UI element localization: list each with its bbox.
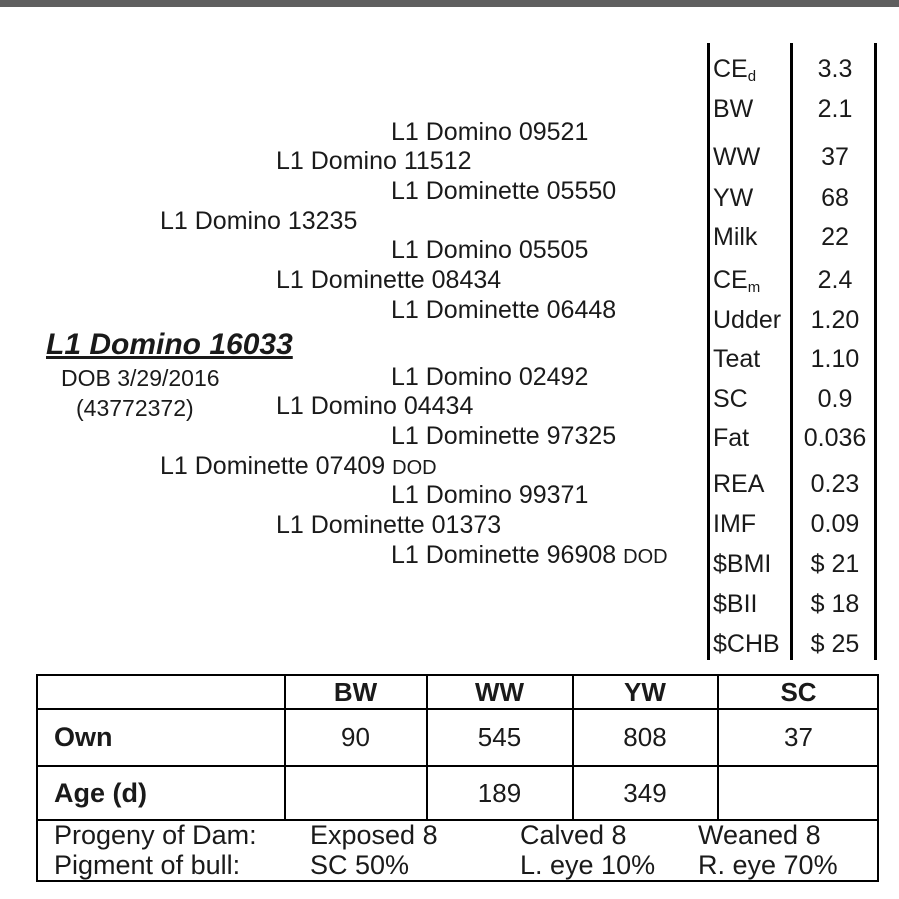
animal-name: L1 Domino 16033 (46, 328, 293, 361)
epd-label (713, 142, 760, 172)
epd-label (713, 423, 749, 453)
epd-value: 2.4 (817, 266, 853, 294)
age-yw: 349 (623, 778, 667, 808)
epd-label-text: REA (713, 470, 765, 498)
epd-value: 0.23 (810, 470, 860, 498)
epd-label-text: BW (713, 95, 754, 123)
epd-label (713, 344, 760, 374)
epd-label (713, 549, 771, 579)
epd-value: 1.10 (810, 345, 860, 373)
pedigree-sire: L1 Domino 13235 (160, 207, 358, 235)
epd-label (713, 469, 764, 499)
epd-label-text: CE (713, 266, 748, 294)
pedigree-dds: L1 Domino 99371 (391, 481, 589, 509)
epd-value: 0.036 (803, 424, 867, 452)
pigment-right-eye: R. eye 70% (698, 850, 838, 880)
epd-value: $ 25 (810, 630, 860, 658)
epd-label-text: $BMI (713, 550, 772, 578)
epd-value: 22 (821, 223, 849, 251)
epd-label (713, 629, 780, 659)
epd-value: $ 18 (810, 590, 860, 618)
age-row-label: Age (d) (54, 778, 147, 808)
pedigree-sd: L1 Dominette 08434 (276, 266, 502, 294)
pedigree-dd: L1 Dominette 01373 (276, 511, 502, 539)
epd-label-text: SC (713, 385, 748, 413)
pedigree-ddd (391, 540, 668, 572)
animal-registration: (43772372) (76, 395, 194, 421)
pigment-left-eye: L. eye 10% (520, 850, 656, 880)
epd-label-text: CE (713, 55, 748, 83)
top-rule (0, 0, 899, 7)
pigment-label: Pigment of bull: (54, 850, 241, 880)
epd-label-subscript: d (747, 68, 757, 85)
progeny-weaned: Weaned 8 (698, 820, 821, 850)
pedigree-ds: L1 Domino 04434 (276, 392, 474, 420)
animal-dob: DOB 3/29/2016 (61, 365, 220, 391)
pedigree-sds: L1 Domino 05505 (391, 236, 589, 264)
epd-label-text: $CHB (713, 630, 780, 658)
ddd-dod-badge: DOD (623, 546, 668, 568)
header-yw: YW (624, 677, 666, 707)
epd-divider-right (874, 43, 877, 660)
epd-label-text: WW (713, 143, 761, 171)
dam-dod-badge: DOD (392, 457, 437, 479)
epd-label-text: IMF (713, 510, 757, 538)
pedigree-ss: L1 Domino 11512 (276, 147, 472, 175)
epd-value: 2.1 (817, 95, 853, 123)
epd-value: $ 21 (810, 550, 860, 578)
own-yw: 808 (623, 722, 667, 752)
epd-label-text: Teat (713, 345, 761, 373)
epd-divider-left (707, 43, 710, 660)
epd-label-text: $BII (713, 590, 758, 618)
epd-label (713, 54, 756, 84)
epd-label (713, 509, 756, 539)
epd-value: 3.3 (817, 55, 853, 83)
pedigree-dam (160, 451, 437, 483)
epd-label (713, 384, 748, 414)
pedigree-dss: L1 Domino 02492 (391, 363, 589, 391)
progeny-calved: Calved 8 (520, 820, 627, 850)
epd-label (713, 222, 757, 252)
progeny-exposed: Exposed 8 (310, 820, 438, 850)
epd-value: 0.9 (817, 385, 853, 413)
pedigree-sdd: L1 Dominette 06448 (391, 296, 617, 324)
epd-label-text: Milk (713, 223, 758, 251)
header-ww: WW (474, 677, 525, 707)
pedigree-ssd: L1 Dominette 05550 (391, 177, 617, 205)
pedigree-dam-name: L1 Dominette 07409 (160, 452, 386, 480)
header-sc: SC (780, 677, 817, 707)
own-bw: 90 (341, 722, 370, 752)
pedigree-sss: L1 Domino 09521 (391, 118, 589, 146)
pigment-sc: SC 50% (310, 850, 410, 880)
epd-label (713, 305, 781, 335)
epd-label (713, 589, 757, 619)
performance-table (36, 674, 879, 882)
epd-label-text: Fat (713, 424, 750, 452)
epd-value: 1.20 (810, 306, 860, 334)
epd-value: 0.09 (810, 510, 860, 538)
epd-label-subscript: m (747, 279, 761, 296)
age-ww: 189 (477, 778, 522, 808)
epd-label (713, 94, 753, 124)
own-ww: 545 (477, 722, 522, 752)
own-sc: 37 (784, 722, 813, 752)
epd-label (713, 183, 753, 213)
epd-value: 68 (821, 184, 849, 212)
progeny-label: Progeny of Dam: (54, 820, 257, 850)
epd-value: 37 (821, 143, 849, 171)
epd-divider-middle (790, 43, 793, 660)
header-bw: BW (333, 677, 378, 707)
pedigree-dsd: L1 Dominette 97325 (391, 422, 617, 450)
own-row-label: Own (54, 722, 113, 752)
epd-label (713, 265, 760, 295)
pedigree-ddd-name: L1 Dominette 96908 (391, 541, 617, 569)
epd-label-text: Udder (713, 306, 782, 334)
epd-label-text: YW (713, 184, 754, 212)
